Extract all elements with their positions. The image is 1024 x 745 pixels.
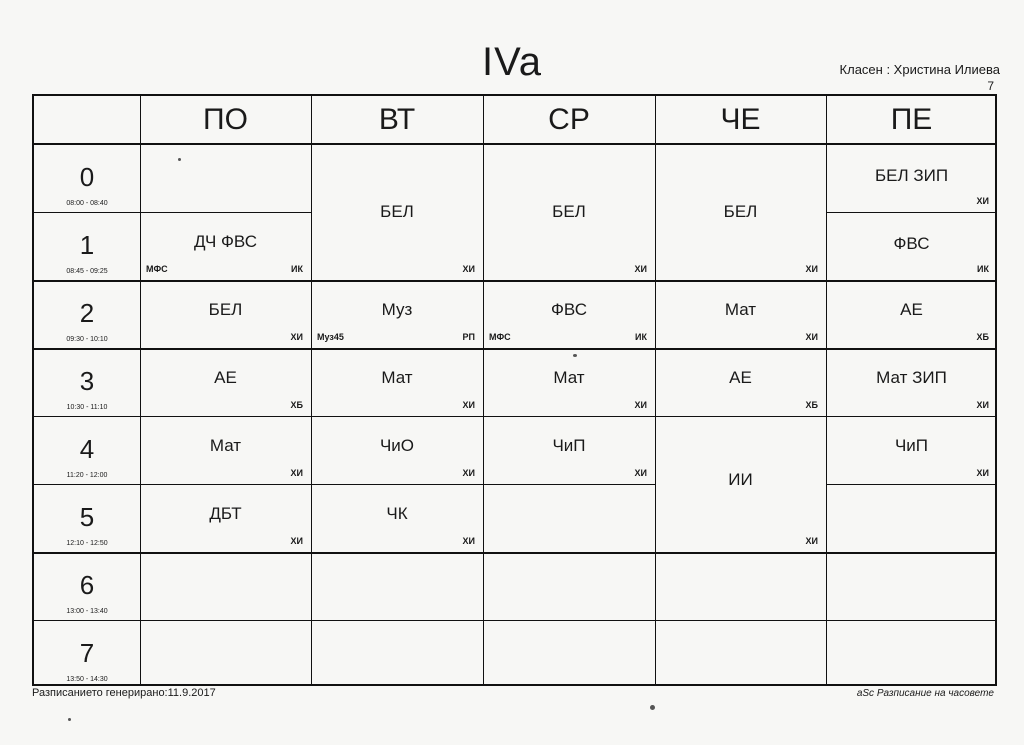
lesson-teacher: РП xyxy=(462,332,475,342)
lesson-cell-wed-0-1 xyxy=(483,144,655,280)
lesson-teacher: ХБ xyxy=(805,400,818,410)
lesson-cell-fri-4 xyxy=(826,416,997,484)
lesson-cell-thu-0-1 xyxy=(655,144,826,280)
class-teacher: Класен : Христина Илиева xyxy=(839,62,1000,77)
timetable-grid xyxy=(32,94,997,686)
period-number: 2 xyxy=(79,298,95,328)
lesson-cell-thu-4-5 xyxy=(655,416,826,552)
lesson-cell-tue-5 xyxy=(311,484,483,552)
lesson-subject: БЕЛ xyxy=(723,202,758,221)
lesson-cell-tue-2 xyxy=(311,280,483,348)
lesson-subject: Мат xyxy=(381,368,413,387)
lesson-cell-fri-3 xyxy=(826,348,997,416)
lesson-cell-wed-4 xyxy=(483,416,655,484)
lesson-subject: БЕЛ xyxy=(380,202,414,221)
lesson-cell-fri-1 xyxy=(826,212,997,280)
lesson-room: МФС xyxy=(146,264,168,274)
lesson-teacher: ХИ xyxy=(290,536,303,546)
software-credit: aSc Разписание на часовете xyxy=(856,688,994,699)
lesson-subject: Муз xyxy=(381,300,413,319)
lesson-teacher: ХИ xyxy=(805,264,818,274)
lesson-teacher: ХИ xyxy=(634,468,647,478)
scan-speck xyxy=(573,354,577,357)
period-number: 3 xyxy=(79,366,95,396)
period-number: 1 xyxy=(79,230,95,260)
lesson-teacher: ХИ xyxy=(462,536,475,546)
lesson-teacher: ХИ xyxy=(976,468,989,478)
lesson-subject: БЕЛ xyxy=(208,300,243,319)
period-time: 13:50 - 14:30 xyxy=(66,676,108,683)
lesson-cell-mon-2 xyxy=(140,280,311,348)
lesson-cell-mon-4 xyxy=(140,416,311,484)
lesson-cell-mon-3 xyxy=(140,348,311,416)
page-number: 7 xyxy=(987,79,994,93)
lesson-cell-tue-0-1 xyxy=(311,144,483,280)
lesson-subject: ФВС xyxy=(551,300,587,319)
lesson-cell-mon-5 xyxy=(140,484,311,552)
period-time: 08:45 - 09:25 xyxy=(66,268,108,275)
lesson-subject: ИИ xyxy=(728,470,753,489)
period-time: 13:00 - 13:40 xyxy=(66,608,108,615)
day-header-thu: ЧЕ xyxy=(720,103,761,136)
lesson-cell-fri-2 xyxy=(826,280,997,348)
lesson-subject: БЕЛ ЗИП xyxy=(874,166,949,185)
class-title: IVa xyxy=(481,40,543,84)
lesson-teacher: ХБ xyxy=(290,400,303,410)
day-header-tue: ВТ xyxy=(378,103,416,136)
lesson-subject: АЕ xyxy=(729,368,752,387)
lesson-subject: ЧиП xyxy=(894,436,929,455)
lesson-teacher: ИК xyxy=(977,264,989,274)
scan-speck xyxy=(68,718,71,721)
lesson-subject: ЧиО xyxy=(379,436,415,455)
period-number: 4 xyxy=(79,434,95,464)
period-number: 0 xyxy=(79,162,95,192)
period-time: 08:00 - 08:40 xyxy=(66,200,108,207)
lesson-cell-thu-2 xyxy=(655,280,826,348)
day-header-mon: ПО xyxy=(203,103,248,136)
lesson-teacher: ИК xyxy=(291,264,303,274)
scan-speck xyxy=(650,705,655,710)
lesson-teacher: ХИ xyxy=(462,400,475,410)
lesson-cell-thu-3 xyxy=(655,348,826,416)
lesson-room: Муз45 xyxy=(317,332,344,342)
lesson-subject: Мат xyxy=(209,436,242,455)
lesson-subject: Мат xyxy=(553,368,585,387)
lesson-subject: ЧК xyxy=(386,504,408,523)
lesson-cell-wed-3 xyxy=(483,348,655,416)
lesson-teacher: ХИ xyxy=(976,196,989,206)
lesson-cell-fri-0 xyxy=(826,144,997,212)
period-time: 12:10 - 12:50 xyxy=(66,540,108,547)
lesson-subject: БЕЛ xyxy=(552,202,586,221)
generated-date: Разписанието генерирано:11.9.2017 xyxy=(32,687,216,699)
lesson-subject: АЕ xyxy=(900,300,923,319)
day-header-fri: ПЕ xyxy=(890,103,933,136)
lesson-subject: Мат xyxy=(724,300,757,319)
lesson-cell-tue-3 xyxy=(311,348,483,416)
lesson-teacher: ИК xyxy=(635,332,647,342)
day-header-wed: СР xyxy=(548,103,590,136)
lesson-subject: ФВС xyxy=(893,234,930,253)
lesson-teacher: ХИ xyxy=(290,468,303,478)
period-time: 10:30 - 11:10 xyxy=(66,404,108,411)
lesson-teacher: ХИ xyxy=(634,264,647,274)
period-number: 6 xyxy=(79,570,95,600)
lesson-cell-mon-1 xyxy=(140,212,311,280)
lesson-subject: ДБТ xyxy=(209,504,242,523)
period-number: 7 xyxy=(79,638,95,668)
scan-speck xyxy=(178,158,181,161)
period-time: 09:30 - 10:10 xyxy=(66,336,108,343)
lesson-teacher: ХБ xyxy=(976,332,989,342)
lesson-room: МФС xyxy=(489,332,511,342)
lesson-cell-wed-2 xyxy=(483,280,655,348)
lesson-teacher: ХИ xyxy=(634,400,647,410)
lesson-teacher: ХИ xyxy=(290,332,303,342)
lesson-subject: Мат ЗИП xyxy=(876,368,947,387)
lesson-subject: АЕ xyxy=(214,368,237,387)
lesson-teacher: ХИ xyxy=(805,332,818,342)
period-number: 5 xyxy=(79,502,95,532)
lesson-subject: ДЧ ФВС xyxy=(194,232,257,251)
lesson-teacher: ХИ xyxy=(805,536,818,546)
lesson-teacher: ХИ xyxy=(976,400,989,410)
lesson-teacher: ХИ xyxy=(462,264,475,274)
lesson-subject: ЧиП xyxy=(552,436,586,455)
lesson-cell-tue-4 xyxy=(311,416,483,484)
lesson-teacher: ХИ xyxy=(462,468,475,478)
period-time: 11:20 - 12:00 xyxy=(66,472,108,479)
